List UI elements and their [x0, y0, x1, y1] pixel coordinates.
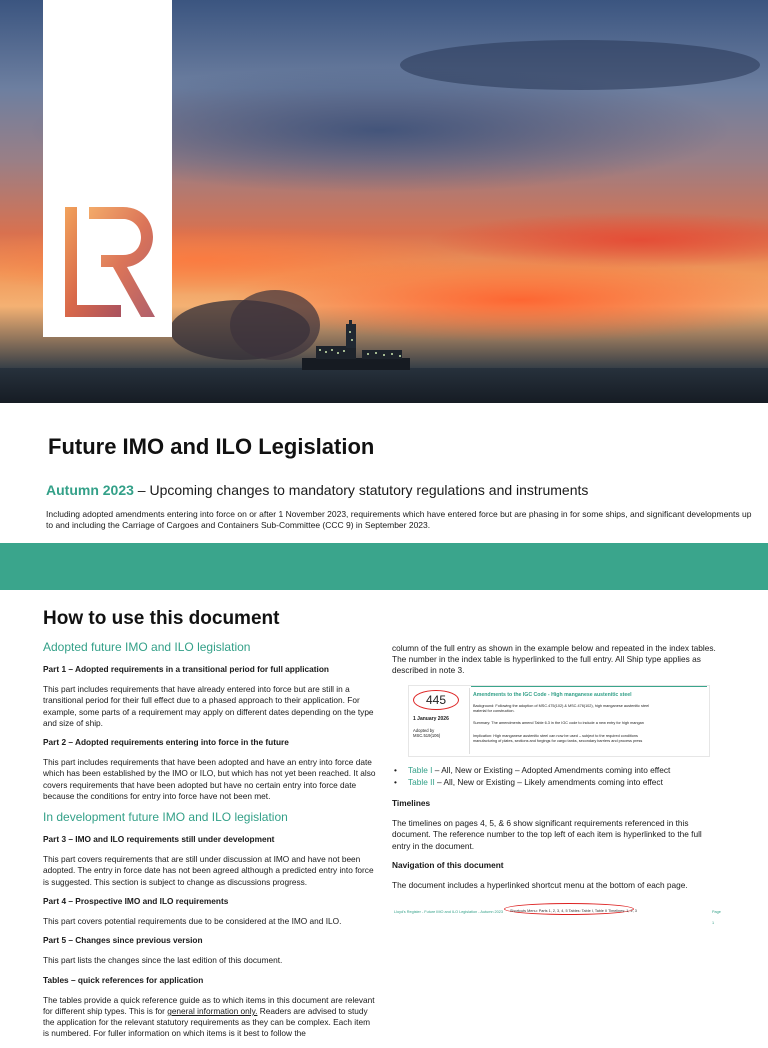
- part1-heading: Part 1 – Adopted requirements in a transitional period for full application: [43, 664, 329, 674]
- example-date: 1 January 2026: [413, 715, 449, 722]
- part5-heading: Part 5 – Changes since previous version: [43, 935, 203, 946]
- part2-text: This part includes requirements that have been adopted and have an entry into force date which has been established by the IMO or ILO, but which has not yet been reached. It also covers requirements that have been adopted but have no certain entry into force date because the conditions for entry into force have not been met.: [43, 757, 376, 801]
- table-ii-link[interactable]: Table II: [408, 776, 435, 787]
- part4-heading: Part 4 – Prospective IMO and ILO requirements: [43, 895, 229, 906]
- table-i-link[interactable]: Table I: [408, 764, 433, 775]
- subsection-adopted: Adopted future IMO and ILO legislation: [43, 640, 251, 654]
- intro-paragraph: Including adopted amendments entering into force on or after 1 November 2023, requirements which have entered force but are phasing in for some ships, and significant developments up to and including the Carriage of Cargoes and Containers Sub-Committee (CCC 9) in September 2023.: [46, 509, 752, 530]
- document-subtitle: [46, 482, 588, 498]
- example-entry-number: 445: [413, 690, 459, 710]
- timelines-text: The timelines on pages 4, 5, & 6 show significant requirements referenced in this document. The reference number to the top left of each item is hyperlinked to the full entry in the document.: [392, 818, 702, 851]
- footer-example-title: Lloyd's Register - Future IMO and ILO Legislation - Autumn 2023: [394, 910, 503, 915]
- teal-divider-band: [0, 543, 768, 590]
- tables-heading: Tables – quick references for application: [43, 974, 204, 985]
- example-divider: [469, 688, 470, 754]
- part2-heading: Part 2 – Adopted requirements entering into force in the future: [43, 737, 289, 748]
- part4-text: This part covers potential requirements due to be considered at the IMO and ILO.: [43, 916, 342, 927]
- left-column: [43, 640, 378, 1048]
- example-title: Amendments to the IGC Code - High manganese austenitic steel: [473, 691, 632, 698]
- document-title: Future IMO and ILO Legislation: [48, 434, 375, 459]
- sea: [0, 368, 768, 403]
- part3-heading: Part 3 – IMO and ILO requirements still under development: [43, 834, 275, 845]
- part1-text: This part includes requirements that have already entered into force but are still in a transitional period for their full effect due to a phased approach to their application. For example, some parts of a requirement may apply on different dates depending on the type and size of ship.: [43, 684, 374, 728]
- section-heading: How to use this document: [43, 608, 280, 629]
- subsection-in-development: In development future IMO and ILO legislation: [43, 810, 288, 825]
- footer-menu-example: [392, 903, 722, 926]
- part5-text: This part lists the changes since the last edition of this document.: [43, 955, 283, 966]
- footer-example-shortcuts: Shortcuts Menu: Parts 1, 2, 3, 4, 5 Tables: Table I, Table II Timelines: 1, 2, 3: [510, 909, 637, 914]
- list-item: • Table II – All, New or Existing – Likely amendments coming into effect: [392, 777, 722, 788]
- footer-example-page: Page 1: [712, 910, 721, 926]
- logo-panel: [43, 0, 172, 337]
- cover-photo: [0, 0, 768, 403]
- lr-logo: [61, 205, 157, 321]
- example-implication: Implication: High manganese austenitic steel can now be used – subject to the required conditions: [473, 733, 638, 738]
- season-label: Autumn 2023: [46, 482, 134, 498]
- list-item: • Table I – All, New or Existing – Adopted Amendments coming into effect: [392, 765, 722, 776]
- timelines-heading: Timelines: [392, 798, 431, 809]
- example-implication-cont: manufacturing of plates, sections and forgings for cargo tanks, secondary barriers and process press: [473, 738, 643, 743]
- example-background: Background: Following the adoption of MSC.475(102) & MSC.476(102), high manganese austenitic steel: [473, 703, 650, 708]
- example-top-rule: [471, 686, 707, 687]
- right-column: [392, 643, 722, 926]
- navigation-heading: Navigation of this document: [392, 859, 504, 870]
- subtitle-text: – Upcoming changes to mandatory statutory regulations and instruments: [133, 482, 589, 498]
- ship-silhouette: [302, 320, 412, 372]
- example-background-cont: material for construction.: [473, 708, 515, 713]
- continuation-text: column of the full entry as shown in the example below and repeated in the index tables. The number in the index table is hyperlinked to the full entry. All Ship type applies as described in note 3.: [392, 643, 716, 676]
- example-adopted: Adopted by MSC.519(106): [413, 727, 441, 739]
- part3-text: This part covers requirements that are still under discussion at IMO and have not been adopted. The entry in force date has not been agreed although a predicted entry into force is suggested. This section is subject to change as discussions progress.: [43, 854, 374, 887]
- example-entry-image: [408, 685, 710, 757]
- general-information-link[interactable]: general information only.: [167, 1006, 258, 1017]
- table-list: [392, 765, 722, 788]
- example-summary: Summary: The amendments amend Table 6.3 in the IGC code to include a new entry for high mangan: [473, 720, 644, 725]
- cloud-shape: [400, 40, 760, 90]
- navigation-text: The document includes a hyperlinked shortcut menu at the bottom of each page.: [392, 880, 688, 891]
- tables-text: The tables provide a quick reference guide as to which items in this document are relevant for different ship types. This is for general information only. Readers are advised to study the application for the relevant statutory requirements as they can be complex. Each item is numbered. For fuller information on which items is it best to follow the: [43, 994, 375, 1039]
